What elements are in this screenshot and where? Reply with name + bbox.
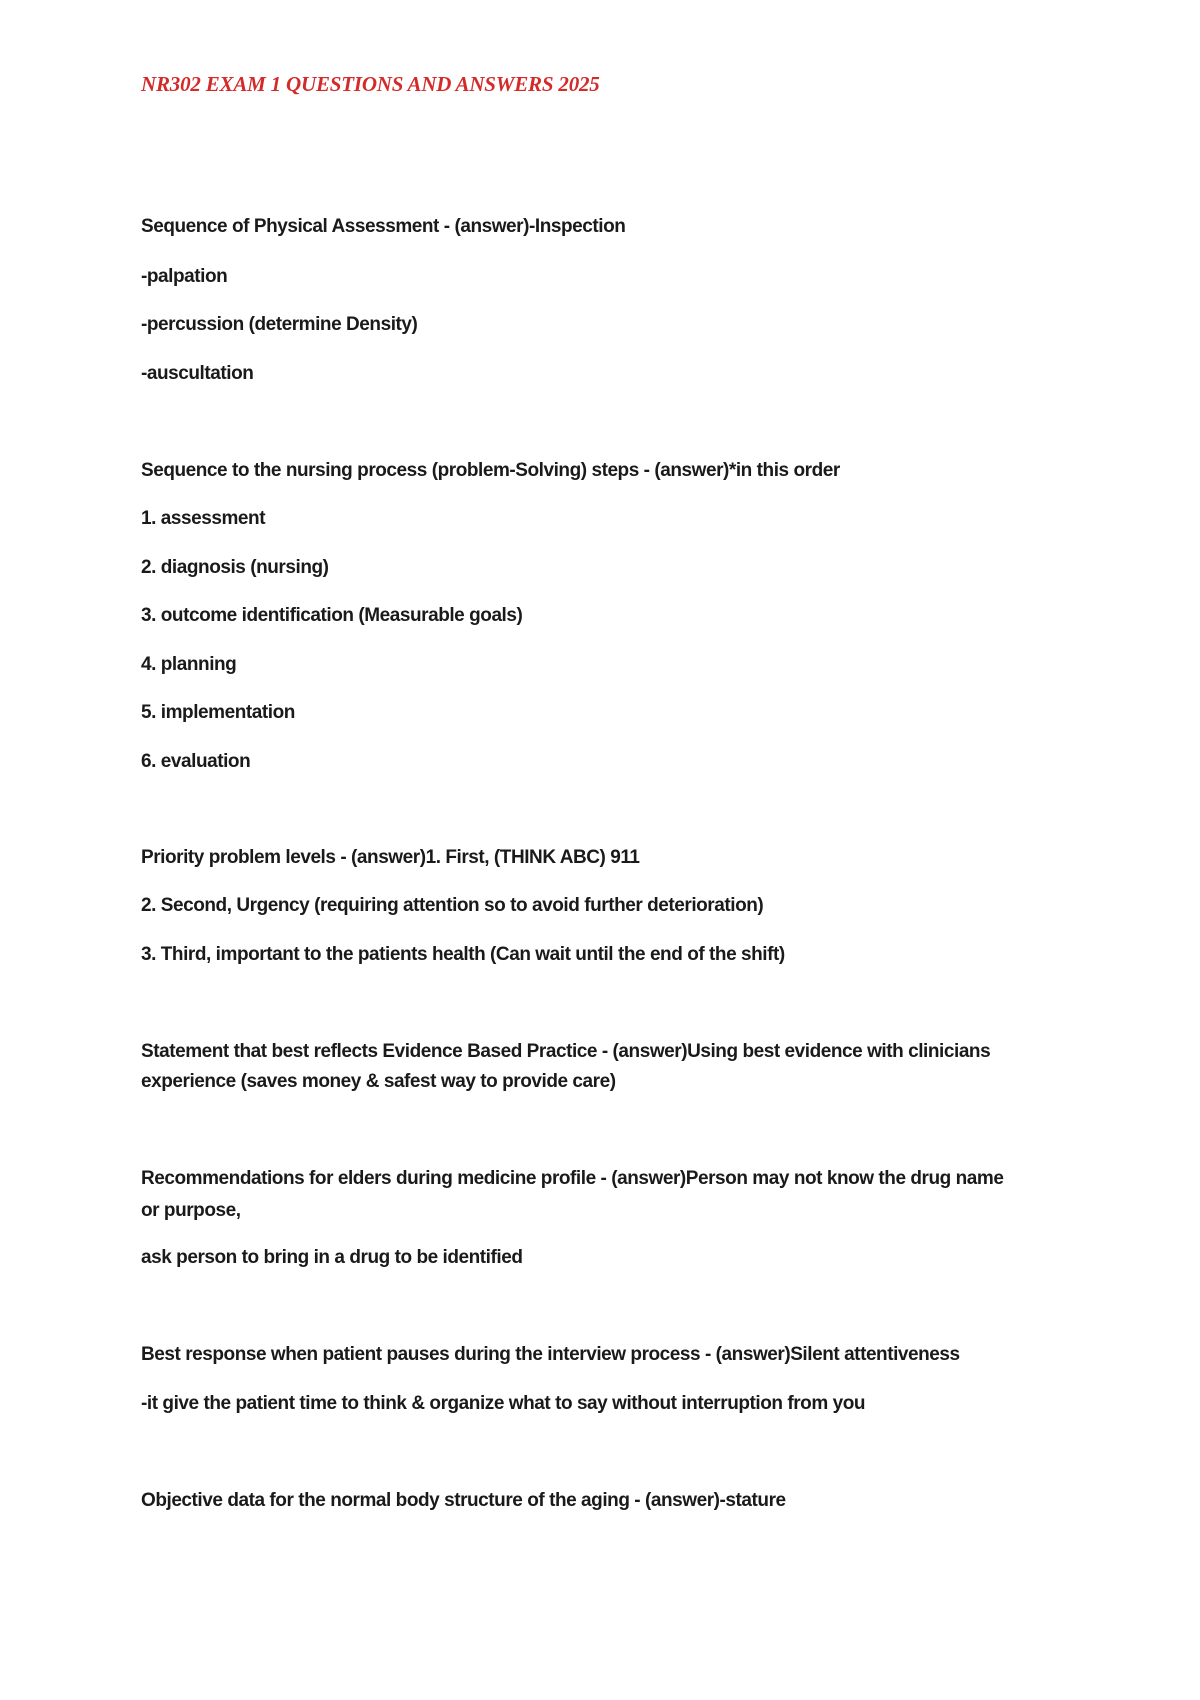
qa-3-question: Priority problem levels - (answer)1. First, (THINK ABC) 911 [141,847,640,868]
document-title: NR302 EXAM 1 QUESTIONS AND ANSWERS 2025 [141,72,600,96]
qa-1-line-4: -auscultation [141,363,254,384]
qa-2-line-3: 2. diagnosis (nursing) [141,557,329,578]
qa-4-line-2: experience (saves money & safest way to provide care) [141,1071,616,1092]
qa-5-line-2: or purpose, [141,1200,241,1221]
qa-6-question: Best response when patient pauses during the interview process - (answer)Silent attentiveness [141,1344,960,1365]
qa-6-line-2: -it give the patient time to think & organize what to say without interruption from you [141,1393,866,1414]
qa-7-question: Objective data for the normal body structure of the aging - (answer)-stature [141,1490,786,1511]
qa-5-question: Recommendations for elders during medicine profile - (answer)Person may not know the drug name [141,1168,1004,1189]
qa-1-line-3: -percussion (determine Density) [141,314,418,335]
qa-2-line-4: 3. outcome identification (Measurable goals) [141,605,523,626]
qa-4-question: Statement that best reflects Evidence Based Practice - (answer)Using best evidence with clinicians [141,1041,991,1062]
qa-2-line-7: 6. evaluation [141,751,251,772]
qa-2-line-5: 4. planning [141,654,237,675]
qa-2-line-6: 5. implementation [141,702,295,723]
qa-1-line-2: -palpation [141,266,228,287]
qa-2-line-2: 1. assessment [141,508,266,529]
qa-3-line-2: 2. Second, Urgency (requiring attention so to avoid further deterioration) [141,895,764,916]
qa-1-question: Sequence of Physical Assessment - (answer)-Inspection [141,216,626,237]
qa-3-line-3: 3. Third, important to the patients health (Can wait until the end of the shift) [141,944,785,965]
qa-2-question: Sequence to the nursing process (problem-Solving) steps - (answer)*in this order [141,460,840,481]
qa-5-line-3: ask person to bring in a drug to be identified [141,1247,523,1268]
